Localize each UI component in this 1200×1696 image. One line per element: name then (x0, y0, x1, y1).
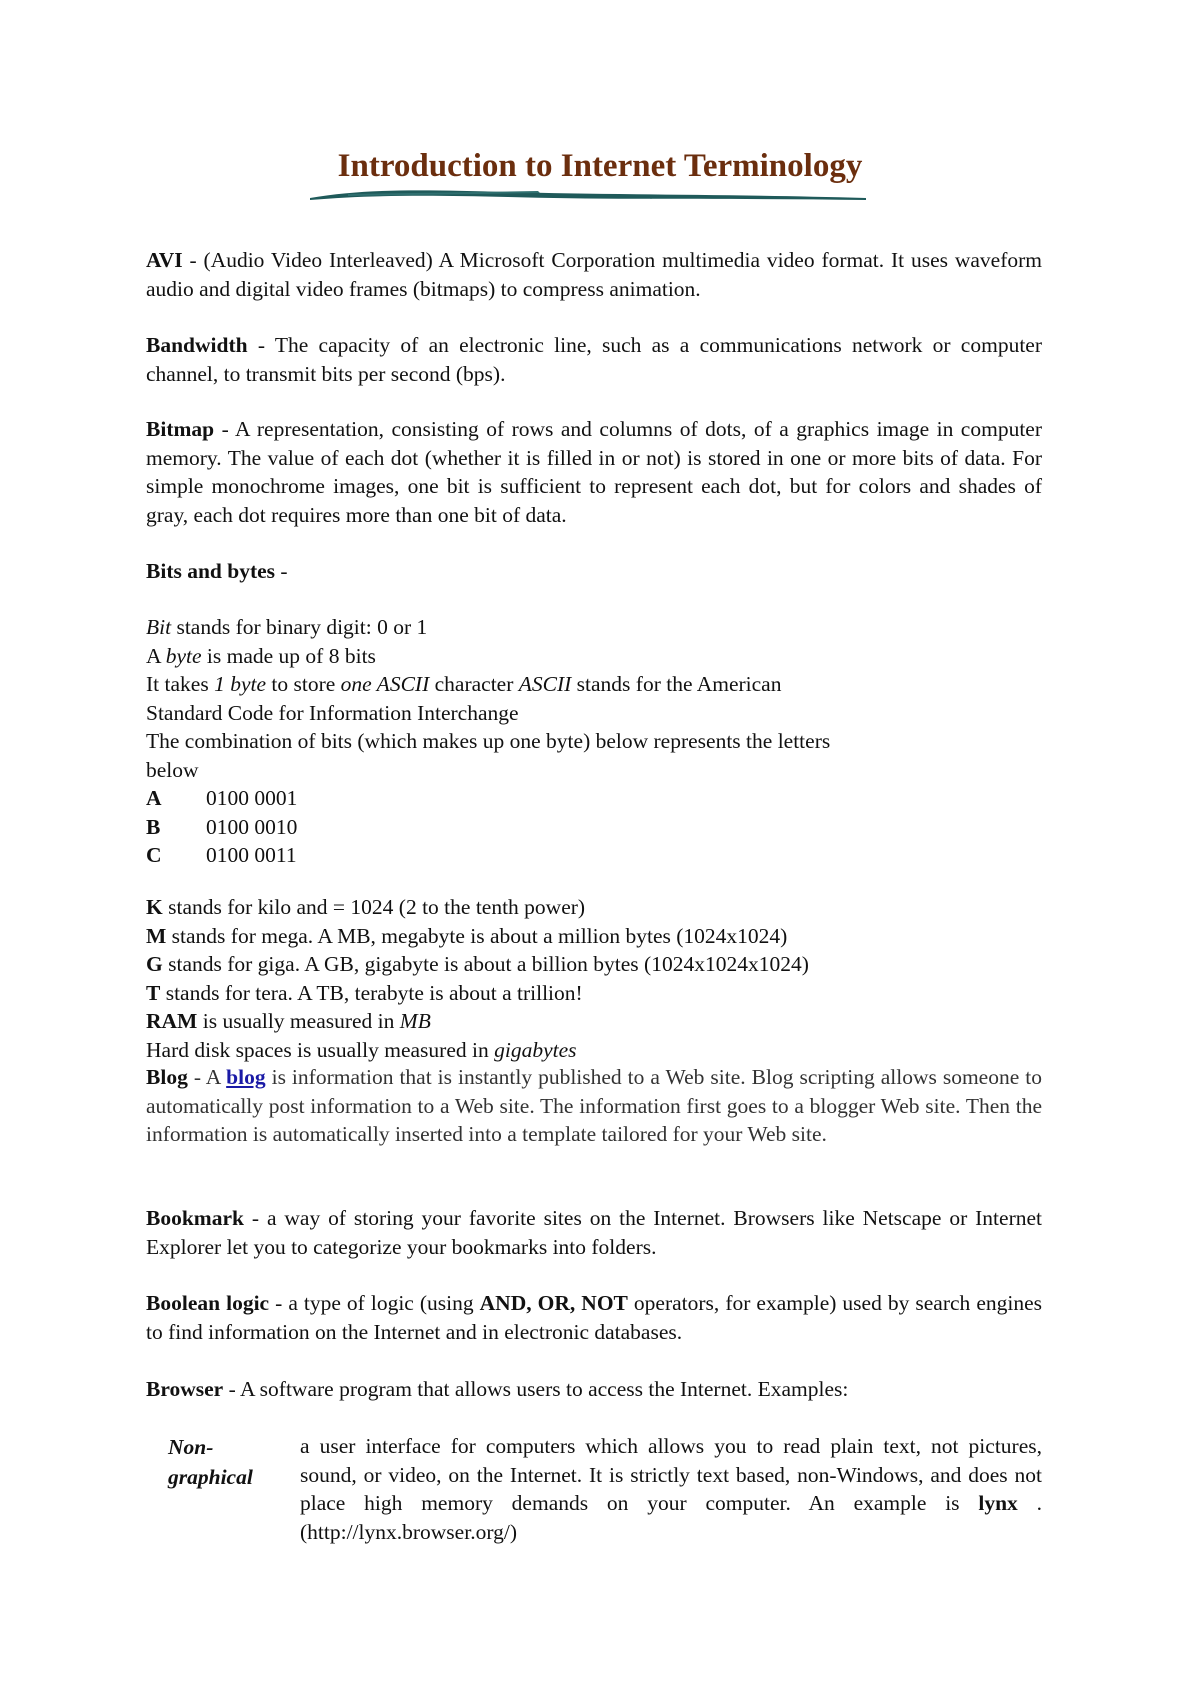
entry-bitmap: Bitmap - A representation, consisting of rows and columns of dots, of a graphics image in computer memory. The value of each dot (whether it is filled in or not) is stored in one or more bits of data. For simple monochrome images, one bit is sufficient to represent each dot, but for colors and shades of gray, each dot requires more than one bit of data. (146, 417, 1042, 527)
entry-blog: Blog - A blog is information that is instantly published to a Web site. Blog scripting allows someone to automatically post information to a Web site. The information first goes to a blogger Web site. Then the information is automatically inserted into a template tailored for your Web site. (146, 1065, 1042, 1146)
term-non-graphical: Non-graphical (168, 1435, 253, 1489)
byte-line: A byte is made up of 8 bits (146, 643, 376, 668)
definition-bandwidth: The capacity of an electronic line, such as a communications network or computer channel, to transmit bits per second (bps). (146, 333, 1043, 386)
term-browser: Browser (146, 1377, 224, 1401)
term-bitmap: Bitmap (146, 417, 215, 441)
unit-kilo: K stands for kilo and = 1024 (2 to the tenth power) (146, 895, 586, 919)
entry-avi: AVI - (Audio Video Interleaved) A Microsoft Corporation multimedia video format. It uses waveform audio and digital video frames (bitmaps) to compress animation. (146, 248, 1042, 301)
unit-hard-disk: Hard disk spaces is usually measured in gigabytes (146, 1037, 577, 1062)
blog-link[interactable]: blog (226, 1065, 266, 1089)
combination-line: The combination of bits (which makes up one byte) below represents the letters (146, 729, 831, 753)
byte-row-b: B 0100 0010 (146, 814, 298, 839)
definition-browser: A software program that allows users to access the Internet. Examples: (239, 1377, 849, 1401)
bit-line: Bit stands for binary digit: 0 or 1 (146, 615, 428, 639)
term-bandwidth: Bandwidth (146, 333, 248, 357)
combination-line-2: below (146, 757, 199, 782)
ascii-standard-line: Standard Code for Information Interchange (146, 700, 519, 725)
unit-mega: M stands for mega. A MB, megabyte is about a million bytes (1024x1024) (146, 923, 788, 948)
unit-ram: RAM is usually measured in MB (146, 1009, 431, 1033)
byte-row-c: C 0100 0011 (146, 843, 297, 867)
title-underline-swoosh (308, 186, 868, 204)
entry-bookmark: Bookmark - a way of storing your favorite sites on the Internet. Browsers like Netscape or Internet Explorer let you to categorize your bookmarks into folders. (146, 1206, 1042, 1259)
entry-browser: Browser - A software program that allows users to access the Internet. Examples: (146, 1377, 849, 1401)
entry-bits-bytes: Bits and bytes - (146, 559, 288, 583)
definition-non-graphical: a user interface for computers which allows you to read plain text, not pictures, sound, or video, on the Internet. It is strictly text based, non-Windows, and does not place high memory demands on your computer. An example is lynx . (http://lynx.browser.org/) (300, 1434, 1043, 1544)
definition-avi: (Audio Video Interleaved) A Microsoft Corporation multimedia video format. It uses waveform audio and digital video frames (bitmaps) to compress animation. (146, 248, 1042, 301)
term-boolean-logic: Boolean logic (146, 1291, 270, 1315)
units-block (146, 893, 1042, 1064)
term-bookmark: Bookmark (146, 1206, 244, 1230)
page-title: Introduction to Internet Terminology (337, 148, 863, 184)
unit-giga: G stands for giga. A GB, gigabyte is about a billion bytes (1024x1024x1024) (146, 952, 809, 976)
lynx-example: lynx (978, 1491, 1018, 1515)
term-bits-bytes: Bits and bytes (146, 559, 276, 583)
definition-bitmap: A representation, consisting of rows and columns of dots, of a graphics image in computer memory. The value of each dot (whether it is filled in or not) is stored in one or more bits of data. For simple monochrome images, one bit is sufficient to represent each dot, but for colors and shades of gray, each dot requires more than one bit of data. (146, 417, 1042, 527)
unit-tera: T stands for tera. A TB, terabyte is about a trillion! (146, 980, 583, 1005)
boolean-operators: AND, OR, NOT (479, 1291, 628, 1315)
definition-blog: is information that is instantly published to a Web site. Blog scripting allows someone to automatically post information to a Web site. The information first goes to a blogger Web site. Then the information is automatically inserted into a template tailored for your Web site. (146, 1065, 1042, 1146)
entry-boolean-logic: Boolean logic - a type of logic (using AND, OR, NOT operators, for example) used by search engines to find information on the Internet and in electronic databases. (146, 1291, 1042, 1344)
term-blog: Blog (146, 1065, 188, 1089)
definition-bookmark: a way of storing your favorite sites on the Internet. Browsers like Netscape or Internet Explorer let you to categorize your bookmarks into folders. (146, 1206, 1042, 1259)
term-avi: AVI (146, 248, 183, 272)
byte-row-a: A 0100 0001 (146, 786, 298, 810)
bits-bytes-block (146, 613, 1042, 870)
ascii-line: It takes 1 byte to store one ASCII character ASCII stands for the American (146, 672, 782, 696)
entry-bandwidth: Bandwidth - The capacity of an electronic line, such as a communications network or computer channel, to transmit bits per second (bps). (146, 333, 1043, 386)
